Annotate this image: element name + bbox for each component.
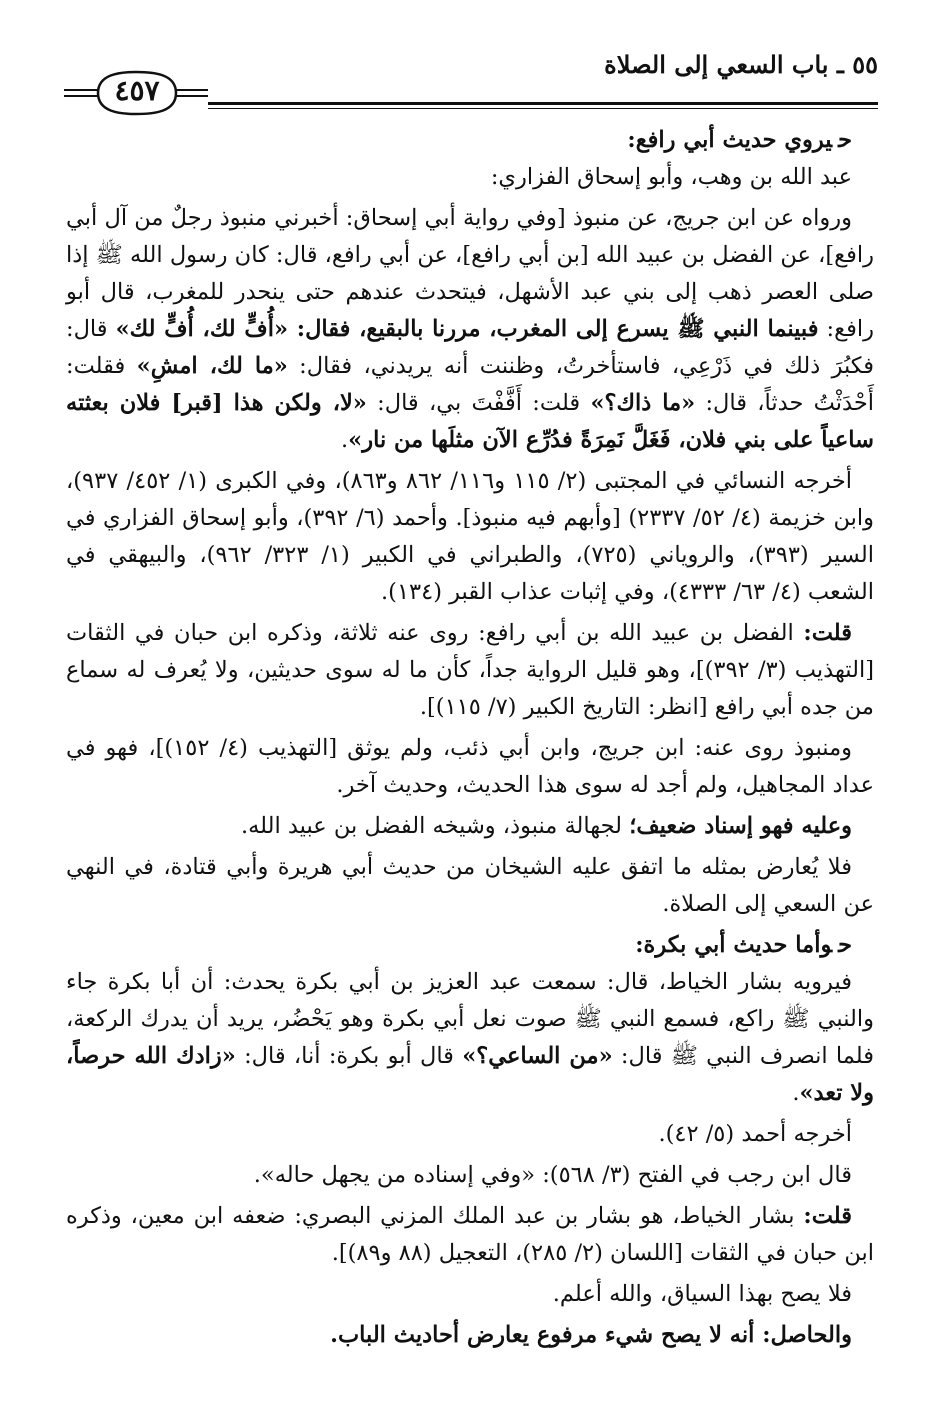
paragraph-comment-bashar [66,1198,874,1272]
bold-run: فبينما النبي ﷺ يسرع إلى المغرب، مررنا بالبقيع، فقال: «أُفٍّ لك، أُفٍّ لك» [115,316,819,342]
text-run: فيرويه بشار الخياط، قال: سمعت عبد العزيز بن أبي بكرة يحدث: أن أبا بكرة جاء والنبي ﷺ راكع، فسمع النبي ﷺ صوت نعل أبي بكرة وهو يَحْضُر، يريد أن يدرك الركعة، فلما انصرف النبي ﷺ قال: [66,969,874,1069]
paragraph-takhrij: أخرجه النسائي في المجتبى (٢/ ١١٥ و١١٦/ ٨٦٢ و٨٦٣)، وفي الكبرى (١/ ٤٥٢/ ٩٣٧)، وابن خزيمة (٤/ ٥٢/ ٢٣٣٧) [وأبهم فيه منبوذ]. وأحمد (٦/ ٣٩٢)، وأبو إسحاق الفزاري في السير (٣٩٣)، والروياني (٧٢٥)، والطبراني في الكبير (١/ ٣٢٣/ ٩٦٢)، والبيهقي في الشعب (٤/ ٦٣/ ٤٣٣٣)، وفي إثبات عذاب القبر (١٣٤). [66,468,875,605]
label-qultu: قلت: [803,1203,852,1229]
bold-run: «ما لك، امشِ» [136,353,288,379]
section-heading-abu-bakra [66,927,874,964]
bold-run: «زادك الله حرصاً، ولا تعد» [66,1043,874,1106]
page-header [58,42,878,112]
bullet-icon: ح [838,127,852,153]
paragraph-manbudh: ومنبوذ روى عنه: ابن جريج، وابن أبي ذئب، ولم يوثق [التهذيب (٤/ ١٥٢)]، فهو في عداد المجاهيل، ولم أجد له سوى هذا الحديث، وحديث آخر. [66,735,874,798]
paragraph-ibn-rajab: قال ابن رجب في الفتح (٣/ ٥٦٨): «وفي إسناده من يجهل حاله». [253,1162,852,1188]
text-run: قال: فكبُرَ ذلك في ذَرْعِي، فاستأخرتُ، وظننت أنه يريدني، فقال: [66,316,874,379]
header-rule [208,102,878,109]
section-heading-text: وأما حديث أبي بكرة: [635,932,833,958]
bold-run: «من الساعي؟» [462,1043,613,1069]
bullet-icon: ح [838,932,852,958]
paragraph-ahmad: أخرجه أحمد (٥/ ٤٢). [658,1121,852,1147]
text-run: الفضل بن عبيد الله بن أبي رافع: روى عنه ثلاثة، وذكره ابن حبان في الثقات [التهذيب (٣/ ٣٩٢)]، وهو قليل الرواية جداً، كأن ما له سوى حديثين، ولا يُعرف له سماع من جده أبي رافع [انظر: التاريخ الكبير (٧/ ١١٥)]. [66,620,874,720]
paragraph-comment-fadl [66,615,874,726]
bold-run: «لا، ولكن هذا [قبر] فلان بعثته ساعياً على بني فلان، فَغَلَّ نَمِرَةً فدُرِّع الآن مثلَها من نار» [66,390,874,453]
paragraph-not-authentic: فلا يصح بهذا السياق، والله أعلم. [552,1281,852,1307]
text-run: لجهالة منبوذ، وشيخه الفضل بن عبيد الله. [240,813,630,839]
paragraph-narrators: عبد الله بن وهب، وأبو إسحاق الفزاري: [490,164,852,190]
section-heading-text: يروي حديث أبي رافع: [627,127,833,153]
text-run: . [341,427,349,453]
bold-run: أنه لا يصح شيء مرفوع يعارض أحاديث الباب. [330,1322,763,1348]
text-run: قلت: أَفَّفْتَ بي، قال: [366,390,591,416]
paragraph-hadith-abu-bakra [66,964,874,1112]
page-number: ٤٥٧ [114,74,160,107]
chapter-title: ٥٥ ـ باب السعي إلى الصلاة [604,50,878,79]
text-run: بشار الخياط، هو بشار بن عبد الملك المزني البصري: ضعفه ابن معين، وذكره ابن حبان في الثقات [اللسان (٢/ ٢٨٥)، التعجيل (٨٨ و٨٩)]. [66,1203,874,1266]
text-run: فقلت: أَحْدَثْتُ حدثاً، قال: [66,353,874,416]
text-run: قال أبو بكرة: أنا، قال: [235,1043,463,1069]
section-heading-abu-rafi [66,122,874,159]
main-text [66,122,874,1358]
label-hasil: والحاصل: [762,1322,852,1348]
paragraph-ruling [66,808,874,845]
paragraph-conclusion [66,1317,874,1354]
text-run: ورواه عن ابن جريج، عن منبوذ [وفي رواية أبي إسحاق: أخبرني منبوذ رجلٌ من آل أبي رافع]، عن الفضل بن عبيد الله [بن أبي رافع]، عن أبي رافع، قال: كان رسول الله ﷺ إذا صلى العصر ذهب إلى بني عبد الأشهل، فيتحدث عندهم حتى ينحدر للمغرب، قال أبو رافع: [66,205,874,342]
paragraph-no-contradiction: فلا يُعارض بمثله ما اتفق عليه الشيخان من حديث أبي هريرة وأبي قتادة، في النهي عن السعي إلى الصلاة. [66,854,874,917]
bold-run: «ما ذاك؟» [590,390,696,416]
paragraph-hadith-abu-rafi [66,200,874,459]
label-qultu: قلت: [803,620,852,646]
text-run: . [792,1080,800,1106]
bold-run: وعليه فهو إسناد ضعيف؛ [629,813,852,839]
page-number-frame [58,64,208,120]
